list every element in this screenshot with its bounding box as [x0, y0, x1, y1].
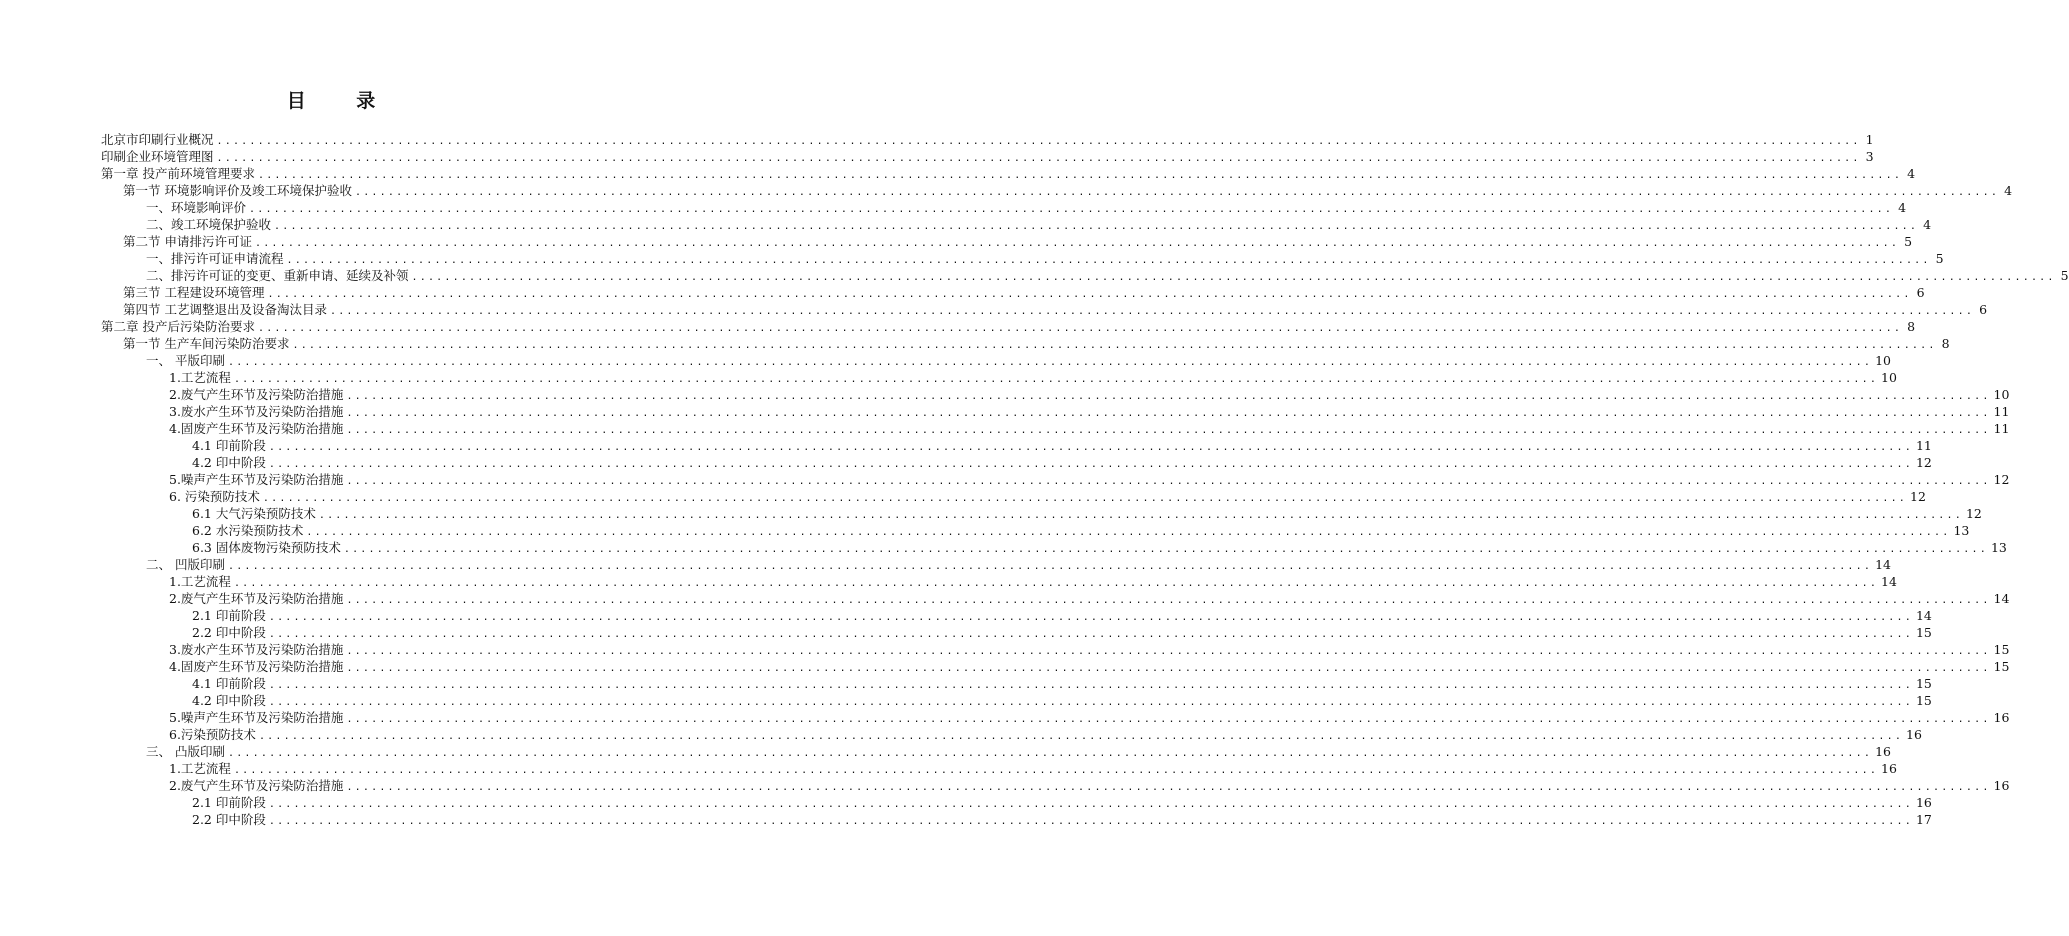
toc-entry-page-number: 16	[1875, 744, 1891, 759]
toc-entry-page-number: 5	[2060, 268, 2069, 283]
toc-entry-label: 三、 凸版印刷	[146, 744, 225, 759]
toc-dot-leader: ........................................................................................................................................................................................................	[343, 544, 1988, 555]
toc-entry-page-number: 10	[1881, 370, 1897, 385]
toc-entry[interactable]	[0, 539, 2007, 556]
toc-entry[interactable]	[0, 369, 1897, 386]
toc-entry[interactable]	[0, 386, 2010, 403]
toc-entry-label: 4.2 印中阶段	[192, 455, 266, 470]
toc-entry[interactable]	[0, 811, 1932, 828]
toc-entry-label: 4.固废产生环节及污染防治措施	[169, 421, 344, 436]
toc-dot-leader: ........................................................................................................................................................................................................	[268, 629, 1913, 640]
toc-entry[interactable]	[0, 505, 1982, 522]
toc-dot-leader: ........................................................................................................................................................................................................	[216, 153, 1861, 164]
toc-dot-leader: ........................................................................................................................................................................................................	[354, 187, 2000, 198]
toc-dot-leader: ........................................................................................................................................................................................................	[227, 561, 1873, 572]
toc-entry-page-number: 10	[1993, 387, 2010, 402]
toc-dot-leader: ........................................................................................................................................................................................................	[249, 204, 1894, 215]
toc-entry-label: 3.废水产生环节及污染防治措施	[169, 642, 344, 657]
toc-entry[interactable]	[0, 556, 1891, 573]
toc-entry[interactable]	[0, 335, 1950, 352]
toc-entry-page-number: 14	[1875, 557, 1891, 572]
toc-entry-page-number: 4	[1907, 166, 1916, 181]
toc-entry[interactable]	[0, 284, 1925, 301]
toc-entry-label: 第三节 工程建设环境管理	[123, 285, 265, 300]
toc-entry-page-number: 15	[1993, 642, 2010, 657]
toc-entry-label: 5.噪声产生环节及污染防治措施	[169, 472, 344, 487]
toc-dot-leader: ........................................................................................................................................................................................................	[257, 170, 1903, 181]
toc-dot-leader: ........................................................................................................................................................................................................	[329, 306, 1975, 317]
toc-entry[interactable]	[0, 182, 2013, 199]
toc-entry-page-number: 12	[1915, 455, 1932, 470]
toc-entry[interactable]	[0, 352, 1891, 369]
toc-entry-page-number: 6	[1979, 302, 1988, 317]
toc-entry-label: 4.1 印前阶段	[192, 676, 266, 691]
toc-entry-page-number: 14	[1993, 591, 2010, 606]
toc-entry-label: 6.2 水污染预防技术	[192, 523, 304, 538]
toc-entry[interactable]	[0, 148, 1874, 165]
toc-entry-label: 一、 平版印刷	[146, 353, 225, 368]
toc-entry-label: 4.2 印中阶段	[192, 693, 266, 708]
toc-entry-label: 第一节 生产车间污染防治要求	[123, 336, 290, 351]
toc-entry-page-number: 14	[1881, 574, 1897, 589]
toc-entry[interactable]	[0, 318, 1916, 335]
toc-entry[interactable]	[0, 233, 1913, 250]
table-of-contents	[0, 131, 2069, 828]
toc-entry-page-number: 16	[1915, 795, 1932, 810]
toc-entry-page-number: 4	[2004, 183, 2013, 198]
toc-entry[interactable]	[0, 522, 1970, 539]
toc-entry-label: 第二章 投产后污染防治要求	[101, 319, 255, 334]
toc-dot-leader: ........................................................................................................................................................................................................	[292, 340, 1937, 351]
toc-entry[interactable]	[0, 760, 1897, 777]
toc-entry[interactable]	[0, 199, 1907, 216]
toc-entry[interactable]	[0, 301, 1988, 318]
toc-entry-page-number: 4	[1923, 217, 1932, 232]
toc-entry[interactable]	[0, 777, 2010, 794]
toc-entry-label: 2.废气产生环节及污染防治措施	[169, 387, 344, 402]
toc-entry[interactable]	[0, 641, 2010, 658]
toc-dot-leader: ........................................................................................................................................................................................................	[346, 476, 1991, 487]
toc-entry-page-number: 5	[1935, 251, 1944, 266]
toc-dot-leader: ........................................................................................................................................................................................................	[268, 680, 1913, 691]
toc-entry[interactable]	[0, 573, 1897, 590]
toc-entry-page-number: 6	[1916, 285, 1925, 300]
toc-entry[interactable]	[0, 743, 1891, 760]
toc-entry-page-number: 14	[1915, 608, 1932, 623]
toc-entry[interactable]	[0, 692, 1932, 709]
toc-entry-label: 二、竣工环境保护验收	[146, 217, 272, 232]
toc-entry-page-number: 1	[1865, 132, 1874, 147]
page-title: 目 录	[286, 90, 398, 112]
toc-entry-page-number: 16	[1993, 778, 2010, 793]
toc-entry-label: 6. 污染预防技术	[169, 489, 260, 504]
toc-entry-label: 1.工艺流程	[169, 574, 231, 589]
toc-entry-page-number: 12	[1993, 472, 2010, 487]
toc-entry-label: 3.废水产生环节及污染防治措施	[169, 404, 344, 419]
toc-dot-leader: ........................................................................................................................................................................................................	[346, 391, 1991, 402]
toc-entry-page-number: 13	[1990, 540, 2007, 555]
toc-entry-label: 2.1 印前阶段	[192, 608, 266, 623]
toc-dot-leader: ........................................................................................................................................................................................................	[233, 578, 1879, 589]
toc-entry-label: 2.废气产生环节及污染防治措施	[169, 778, 344, 793]
toc-entry-label: 6.3 固体废物污染预防技术	[192, 540, 341, 555]
toc-entry[interactable]	[0, 590, 2010, 607]
toc-entry-page-number: 11	[1915, 438, 1932, 453]
toc-entry-page-number: 12	[1965, 506, 1982, 521]
toc-entry-page-number: 15	[1915, 676, 1932, 691]
toc-dot-leader: ........................................................................................................................................................................................................	[346, 646, 1991, 657]
toc-entry-label: 2.1 印前阶段	[192, 795, 266, 810]
toc-entry[interactable]	[0, 267, 2069, 284]
toc-entry-label: 1.工艺流程	[169, 370, 231, 385]
toc-dot-leader: ........................................................................................................................................................................................................	[257, 323, 1903, 334]
toc-entry-label: 北京市印刷行业概况	[101, 132, 214, 147]
toc-entry-label: 一、环境影响评价	[146, 200, 247, 215]
toc-entry-page-number: 11	[1993, 404, 2010, 419]
toc-entry[interactable]	[0, 488, 1926, 505]
toc-entry-label: 6.污染预防技术	[169, 727, 256, 742]
toc-dot-leader: ........................................................................................................................................................................................................	[233, 765, 1879, 776]
toc-entry-label: 第一章 投产前环境管理要求	[101, 166, 255, 181]
toc-dot-leader: ........................................................................................................................................................................................................	[268, 442, 1913, 453]
toc-dot-leader: ........................................................................................................................................................................................................	[262, 493, 1908, 504]
toc-entry[interactable]	[0, 471, 2010, 488]
toc-entry[interactable]	[0, 131, 1874, 148]
toc-entry-page-number: 4	[1898, 200, 1907, 215]
toc-dot-leader: ........................................................................................................................................................................................................	[268, 799, 1913, 810]
toc-dot-leader: ........................................................................................................................................................................................................	[346, 425, 1991, 436]
toc-entry-label: 第一节 环境影响评价及竣工环境保护验收	[123, 183, 352, 198]
toc-dot-leader: ........................................................................................................................................................................................................	[227, 748, 1873, 759]
toc-entry[interactable]	[0, 624, 1932, 641]
toc-entry-label: 6.1 大气污染预防技术	[192, 506, 316, 521]
toc-dot-leader: ........................................................................................................................................................................................................	[411, 272, 2056, 283]
toc-dot-leader: ........................................................................................................................................................................................................	[346, 595, 1991, 606]
toc-dot-leader: ........................................................................................................................................................................................................	[258, 731, 1904, 742]
toc-entry-page-number: 12	[1910, 489, 1926, 504]
toc-entry-label: 第二节 申请排污许可证	[123, 234, 252, 249]
toc-dot-leader: ........................................................................................................................................................................................................	[346, 408, 1991, 419]
toc-dot-leader: ........................................................................................................................................................................................................	[268, 816, 1913, 827]
toc-entry-label: 2.废气产生环节及污染防治措施	[169, 591, 344, 606]
toc-entry-label: 1.工艺流程	[169, 761, 231, 776]
toc-dot-leader: ........................................................................................................................................................................................................	[346, 663, 1991, 674]
toc-entry-label: 2.2 印中阶段	[192, 812, 266, 827]
toc-entry-label: 二、 凹版印刷	[146, 557, 225, 572]
toc-entry[interactable]	[0, 675, 1932, 692]
toc-entry-label: 5.噪声产生环节及污染防治措施	[169, 710, 344, 725]
toc-entry-label: 4.1 印前阶段	[192, 438, 266, 453]
toc-entry[interactable]	[0, 216, 1932, 233]
toc-entry-label: 印刷企业环境管理图	[101, 149, 214, 164]
toc-dot-leader: ........................................................................................................................................................................................................	[346, 714, 1991, 725]
toc-entry-label: 第四节 工艺调整退出及设备淘汰目录	[123, 302, 327, 317]
toc-dot-leader: ........................................................................................................................................................................................................	[216, 136, 1861, 147]
toc-entry-label: 4.固废产生环节及污染防治措施	[169, 659, 344, 674]
toc-dot-leader: ........................................................................................................................................................................................................	[274, 221, 1919, 232]
toc-entry-label: 2.2 印中阶段	[192, 625, 266, 640]
toc-entry-page-number: 16	[1881, 761, 1897, 776]
toc-dot-leader: ........................................................................................................................................................................................................	[233, 374, 1879, 385]
toc-dot-leader: ........................................................................................................................................................................................................	[318, 510, 1963, 521]
toc-entry-page-number: 16	[1993, 710, 2010, 725]
toc-entry-page-number: 17	[1915, 812, 1932, 827]
toc-entry-page-number: 5	[1904, 234, 1913, 249]
toc-entry[interactable]	[0, 437, 1932, 454]
toc-entry-page-number: 16	[1906, 727, 1922, 742]
toc-entry-label: 一、排污许可证申请流程	[146, 251, 284, 266]
toc-entry[interactable]	[0, 420, 2010, 437]
toc-entry[interactable]	[0, 658, 2010, 675]
toc-entry-page-number: 15	[1993, 659, 2010, 674]
toc-entry-page-number: 15	[1915, 625, 1932, 640]
toc-entry-page-number: 8	[1941, 336, 1950, 351]
toc-entry[interactable]	[0, 250, 1944, 267]
toc-dot-leader: ........................................................................................................................................................................................................	[268, 612, 1913, 623]
toc-entry[interactable]	[0, 726, 1922, 743]
toc-dot-leader: ........................................................................................................................................................................................................	[286, 255, 1931, 266]
toc-entry[interactable]	[0, 794, 1932, 811]
toc-entry[interactable]	[0, 607, 1932, 624]
toc-dot-leader: ........................................................................................................................................................................................................	[306, 527, 1951, 538]
toc-entry[interactable]	[0, 709, 2010, 726]
toc-entry-label: 二、排污许可证的变更、重新申请、延续及补领	[146, 268, 409, 283]
toc-entry-page-number: 8	[1907, 319, 1916, 334]
toc-dot-leader: ........................................................................................................................................................................................................	[227, 357, 1873, 368]
toc-dot-leader: ........................................................................................................................................................................................................	[254, 238, 1900, 249]
toc-entry[interactable]	[0, 165, 1916, 182]
toc-entry-page-number: 3	[1865, 149, 1874, 164]
toc-entry-page-number: 10	[1875, 353, 1891, 368]
toc-dot-leader: ........................................................................................................................................................................................................	[268, 459, 1913, 470]
toc-entry-page-number: 15	[1915, 693, 1932, 708]
toc-dot-leader: ........................................................................................................................................................................................................	[346, 782, 1991, 793]
toc-entry[interactable]	[0, 403, 2010, 420]
toc-entry[interactable]	[0, 454, 1932, 471]
toc-entry-page-number: 13	[1953, 523, 1970, 538]
toc-dot-leader: ........................................................................................................................................................................................................	[267, 289, 1912, 300]
toc-dot-leader: ........................................................................................................................................................................................................	[268, 697, 1913, 708]
toc-entry-page-number: 11	[1993, 421, 2010, 436]
